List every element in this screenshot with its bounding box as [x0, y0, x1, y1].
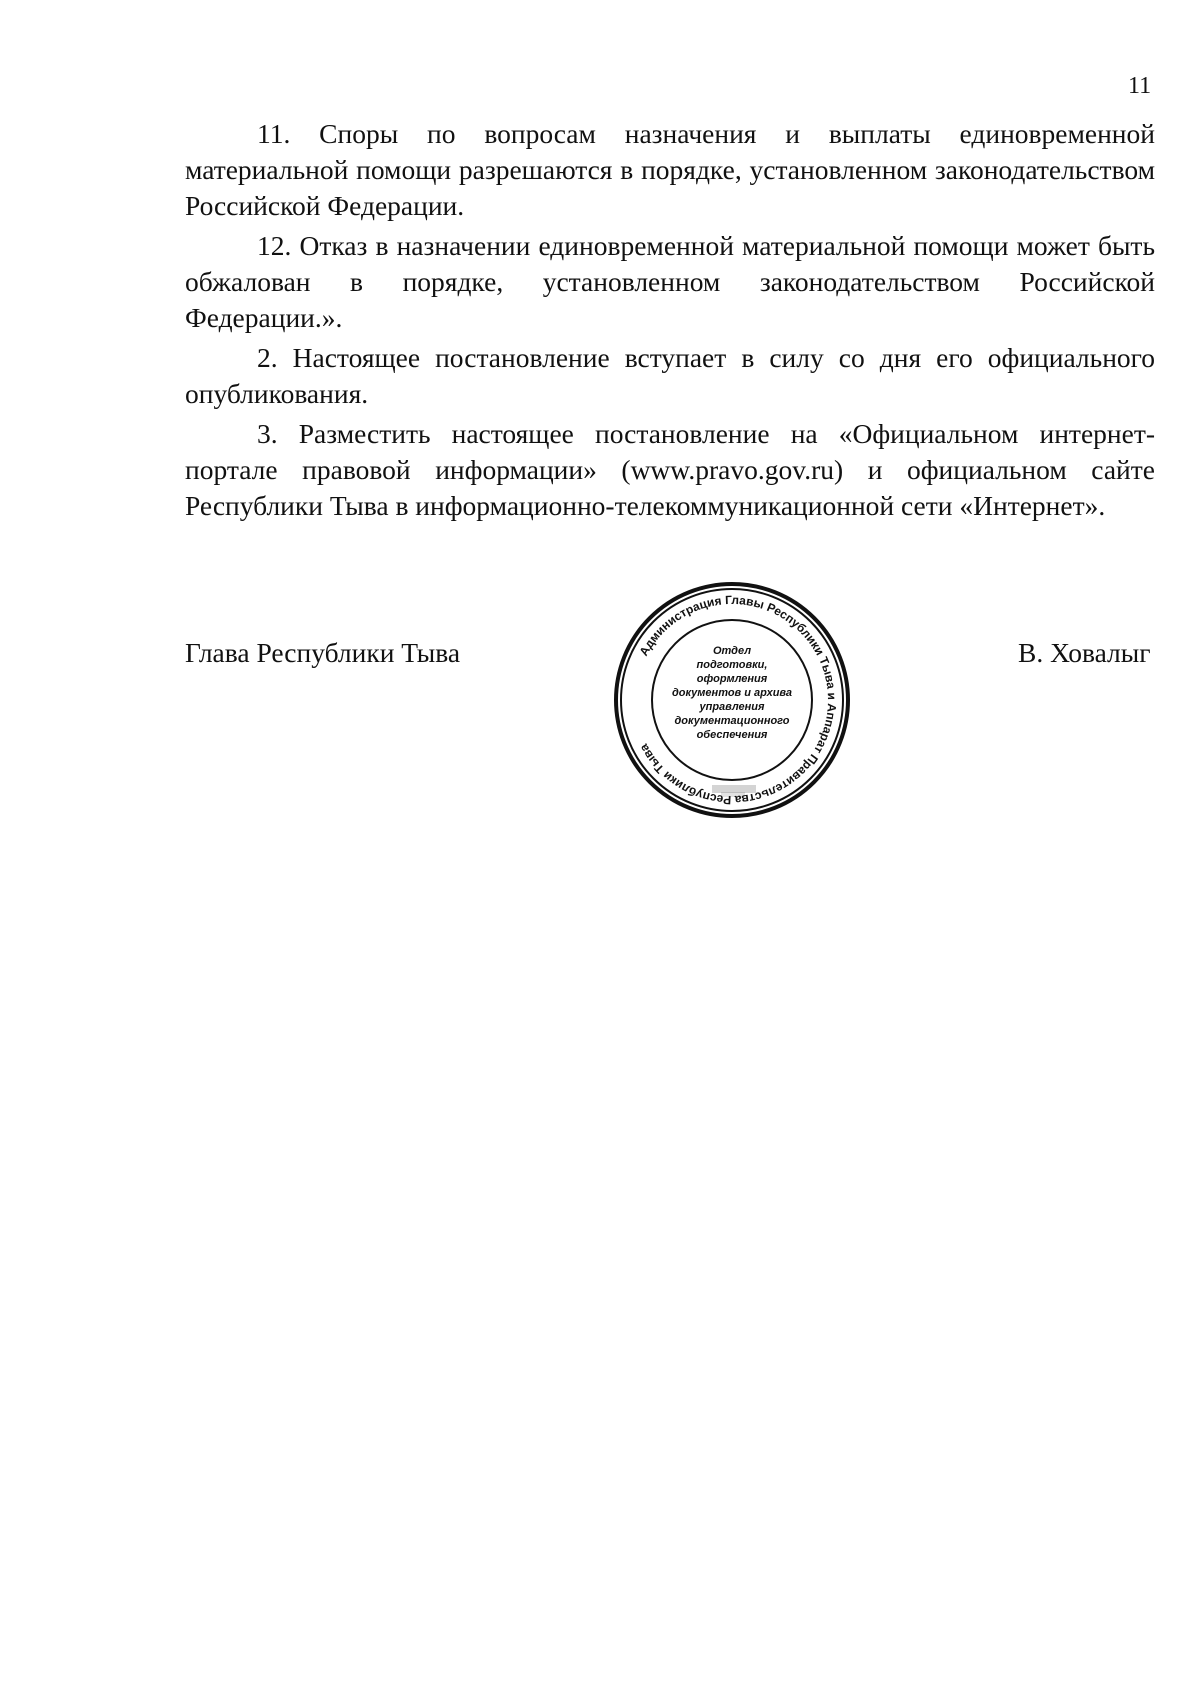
paragraph-3: 3. Разместить настоящее постановление на «Официальном интернет-портале правовой информации» (www.pravo.gov.ru) и официальном сайте Республики Тыва в информационно-телекоммуникационной сети «Интернет». — [185, 418, 1155, 521]
paragraph-11: 11. Споры по вопросам назначения и выплаты единовременной материальной помощи разрешаются в порядке, установленном законодательством Российской Федерации. — [185, 118, 1155, 221]
stamp-center-line: документов и архива — [671, 687, 793, 699]
signatory-position: Глава Республики Тыва — [185, 637, 461, 668]
paragraph-12: 12. Отказ в назначении единовременной материальной помощи может быть обжалован в порядке, установленном законодательством Российской Федерации.». — [185, 230, 1155, 333]
stamp-center-line: управления — [699, 701, 765, 713]
document-body — [185, 116, 1155, 528]
stamp-inner-ring — [652, 620, 812, 780]
signatory-name: В. Ховалыг — [1018, 637, 1151, 668]
stamp-center-line: документационного — [674, 715, 790, 727]
stamp-center-line: обеспечения — [696, 729, 768, 741]
stamp-outer-text: Администрация Главы Республики Тыва и Аппарат Правительства Республики Тыва — [636, 592, 840, 808]
page-number: 11 — [1128, 73, 1152, 99]
stamp-center-text — [672, 645, 792, 741]
official-stamp — [612, 580, 852, 820]
paragraph-2: 2. Настоящее постановление вступает в силу со дня его официального опубликования. — [185, 342, 1155, 409]
stamp-center-line: Отдел — [712, 645, 752, 657]
stamp-outer-ring — [616, 584, 848, 816]
stamp-center-line: оформления — [696, 673, 768, 685]
stamp-center-line: подготовки, — [696, 659, 768, 671]
stamp-outer-ring-inner — [621, 589, 843, 811]
